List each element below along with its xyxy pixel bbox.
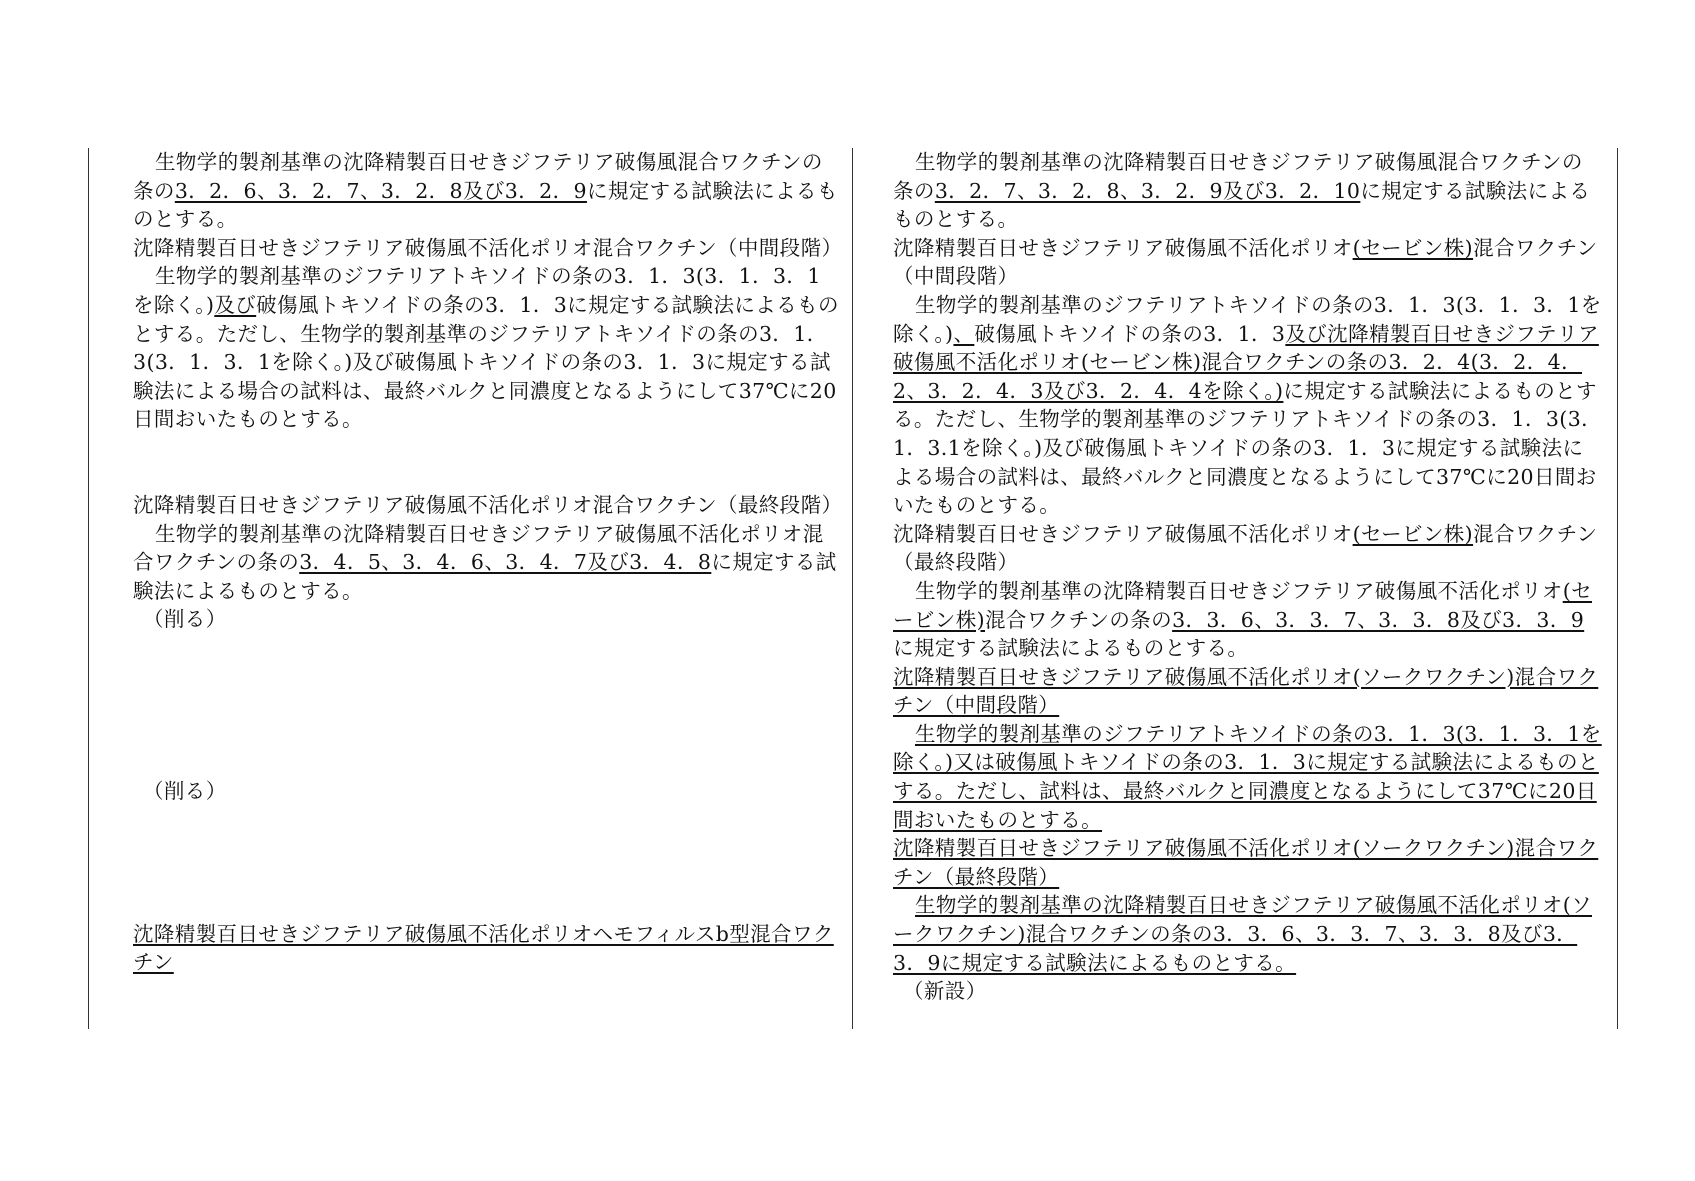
right-heading-intermediate: 沈降精製百日せきジフテリア破傷風不活化ポリオ(セービン株)混合ワクチン（中間段階）: [893, 235, 1598, 289]
left-heading-hib: 沈降精製百日せきジフテリア破傷風不活化ポリオヘモフィルスb型混合ワクチン: [133, 921, 834, 975]
left-deleted-1: （削る）: [143, 607, 227, 632]
right-paragraph-5: 生物学的製剤基準の沈降精製百日せきジフテリア破傷風不活化ポリオ(ソークワクチン)混合ワクチンの条の3．3．6、3．3．7、3．3．8及び3．3．9に規定する試験法によるものとする。: [893, 893, 1592, 975]
left-column: [133, 148, 841, 977]
right-paragraph-3: 生物学的製剤基準の沈降精製百日せきジフテリア破傷風不活化ポリオ(セービン株)混合ワクチンの条の3．3．6、3．3．7、3．3．8及び3．3．9に規定する試験法によるものとする。: [893, 578, 1593, 661]
center-divider: [852, 148, 853, 1029]
right-paragraph-4: 生物学的製剤基準のジフテリアトキソイドの条の3．1．3(3．1．3．1を除く。)又は破傷風トキソイドの条の3．1．3に規定する試験法によるものとする。ただし、試料は、最終バルクと同濃度となるようにして37℃に20日間おいたものとする。: [893, 721, 1602, 832]
right-heading-final: 沈降精製百日せきジフテリア破傷風不活化ポリオ(セービン株)混合ワクチン（最終段階）: [893, 521, 1598, 575]
left-deleted-2: （削る）: [143, 778, 227, 803]
left-paragraph-2: 生物学的製剤基準のジフテリアトキソイドの条の3．1．3(3．1．3．1を除く。)及び破傷風トキソイドの条の3．1．3に規定する試験法によるものとする。ただし、生物学的製剤基準のジフテリアトキソイドの条の3．1．3(3．1．3．1を除く。)及び破傷風トキソイドの条の3．1．3に規定する試験法による場合の試料は、最終バルクと同濃度となるようにして37℃に20日間おいたものとする。: [133, 264, 839, 432]
spacer: [133, 434, 841, 491]
right-column: [893, 148, 1603, 1006]
left-border: [88, 148, 89, 1029]
right-new-establishment: （新設）: [903, 979, 987, 1004]
right-border: [1617, 148, 1618, 1029]
right-heading-salk-final: 沈降精製百日せきジフテリア破傷風不活化ポリオ(ソークワクチン)混合ワクチン（最終段階）: [893, 836, 1599, 889]
left-heading-intermediate: 沈降精製百日せきジフテリア破傷風不活化ポリオ混合ワクチン（中間段階）: [133, 235, 843, 260]
right-heading-salk-intermediate: 沈降精製百日せきジフテリア破傷風不活化ポリオ(ソークワクチン)混合ワクチン（中間段階）: [893, 664, 1599, 718]
left-paragraph-1: 生物学的製剤基準の沈降精製百日せきジフテリア破傷風混合ワクチンの条の3．2．6、3．2．7、3．2．8及び3．2．9に規定する試験法によるものとする。: [133, 150, 838, 232]
left-heading-final: 沈降精製百日せきジフテリア破傷風不活化ポリオ混合ワクチン（最終段階）: [133, 492, 843, 517]
right-paragraph-2: 生物学的製剤基準のジフテリアトキソイドの条の3．1．3(3．1．3．1を除く。)、破傷風トキソイドの条の3．1．3及び沈降精製百日せきジフテリア破傷風不活化ポリオ(セービン株)混合ワクチンの条の3．2．4(3．2．4．2、3．2．4．3及び3．2．4．4を除く。)に規定する試験法によるものとする。ただし、生物学的製剤基準のジフテリアトキソイドの条の3．1．3(3．1．3.1を除く。)及び破傷風トキソイドの条の3．1．3に規定する試験法による場合の試料は、最終バルクと同濃度となるようにして37℃に20日間おいたものとする。: [893, 292, 1603, 518]
spacer: [133, 634, 841, 777]
spacer: [133, 806, 841, 920]
left-paragraph-3: 生物学的製剤基準の沈降精製百日せきジフテリア破傷風不活化ポリオ混合ワクチンの条の3．4．5、3．4．6、3．4．7及び3．4．8に規定する試験法によるものとする。: [133, 521, 837, 603]
right-paragraph-1: 生物学的製剤基準の沈降精製百日せきジフテリア破傷風混合ワクチンの条の3．2．7、3．2．8、3．2．9及び3．2．10に規定する試験法によるものとする。: [893, 150, 1591, 232]
